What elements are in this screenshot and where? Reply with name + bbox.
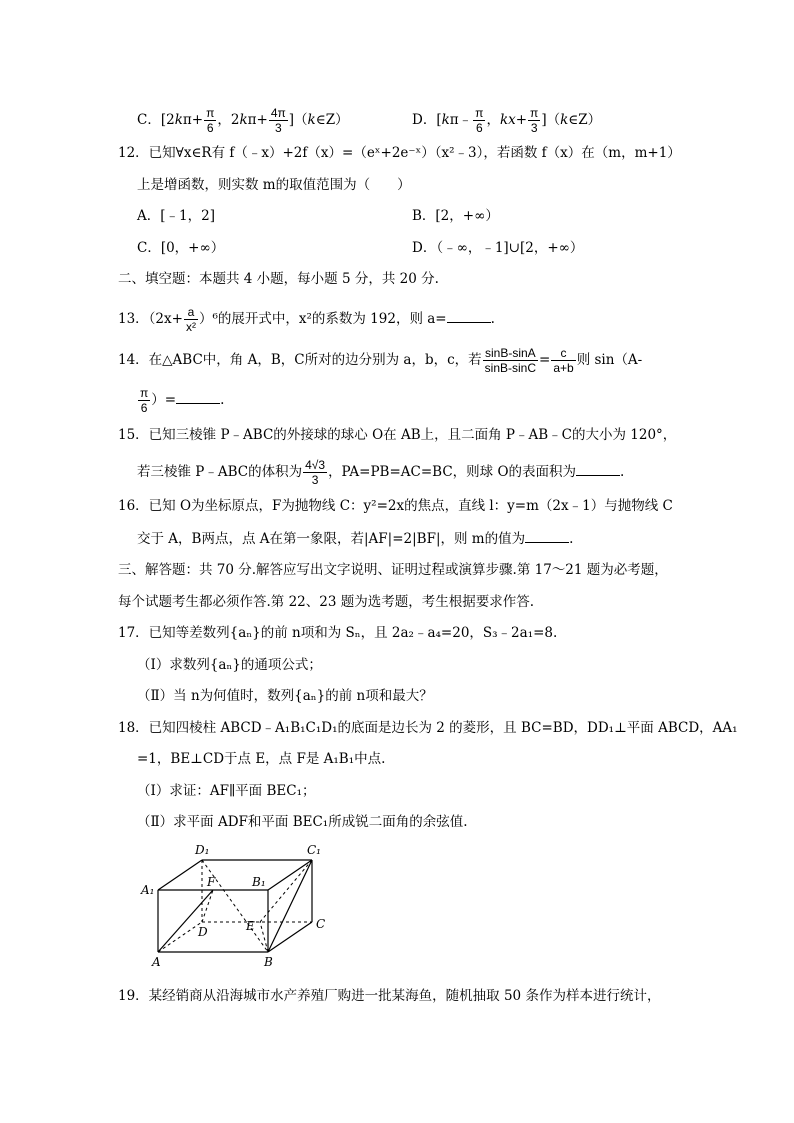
q12-option-c: C．[0，+∞）	[137, 240, 225, 256]
q18-stem-line1: 18．已知四棱柱 ABCD﹣A₁B₁C₁D₁的底面是边长为 2 的菱形，且 BC=BD，DD₁⊥平面 ABCD，AA₁	[118, 720, 738, 736]
q11-option-c: C．[2kπ+ $\frac{\pi}{6}$ ，2kπ+ $\frac{4\pi}{3}$ ]（k∈Z）	[137, 106, 349, 135]
label-E: E	[246, 919, 255, 933]
edge-A1-D1	[158, 860, 202, 890]
label-D: D	[198, 925, 208, 939]
answer-blank[interactable]	[447, 308, 491, 323]
fraction: $\frac{4\pi}{3}$	[270, 106, 286, 135]
label-B: B	[264, 955, 273, 969]
fraction: $\frac{\pi}{6}$	[140, 386, 149, 415]
q14-stem-line1: 14．在△ABC中，角 A，B，C所对的边分别为 a，b，c，若 $\frac{\sin B-\sin A}{\sin B-\sin C}$ = $\frac{c}{a+b}$ 则 sin（A-	[118, 346, 643, 375]
q19-stem: 19．某经销商从沿海城市水产养殖厂购进一批某海鱼，随机抽取 50 条作为样本进行统计，	[118, 988, 661, 1004]
fraction: $\frac{\pi}{3}$	[530, 106, 539, 135]
segment-B-C1	[268, 860, 312, 952]
q12-option-d: D．（﹣∞，﹣1]∪[2，+∞）	[412, 240, 584, 256]
segment-A-F	[158, 890, 213, 952]
section-solve-heading-line2: 每个试题考生都必须作答.第 22、23 题为选考题，考生根据要求作答.	[118, 594, 535, 610]
q16-stem-line2: 交于 A，B两点，点 A在第一象限，若|AF|=2|BF|，则 m的值为 .	[137, 528, 573, 549]
q12-stem-line2: 上是增函数，则实数 m的取值范围为（ ）	[137, 177, 411, 193]
answer-blank[interactable]	[525, 528, 569, 543]
q17-part2: （Ⅱ）当 n为何值时，数列{aₙ}的前 n项和最大？	[137, 688, 433, 704]
q11-option-d: D．[kπ﹣ $\frac{\pi}{6}$ ，kx+ $\frac{\pi}{3}$ ]（k∈Z）	[412, 106, 602, 135]
prism-figure	[140, 840, 340, 975]
label-A: A	[152, 955, 161, 969]
q12-stem-line1: 12．已知∀x∈R有 f（﹣x）+2f（x）=（eˣ+2e⁻ˣ）（x²﹣3），若函数 f（x）在（m，m+1）	[118, 145, 681, 161]
q13-stem: 13．（2x+ $\frac{a}{\text{x²}}$ ）⁶的展开式中，x²的系数为 192，则 a= .	[118, 305, 495, 334]
label-C1: C₁	[307, 843, 321, 857]
fraction: $\frac{\sin B-\sin A}{\sin B-\sin C}$	[484, 346, 537, 375]
fraction: $\frac{\pi}{6}$	[206, 106, 215, 135]
section-solve-heading-line1: 三、解答题：共 70 分.解答应写出文字说明、证明过程或演算步骤.第 17～21 题为必考题，	[118, 562, 668, 578]
label-B1: B₁	[252, 875, 266, 889]
answer-blank[interactable]	[576, 461, 620, 476]
q15-stem-line1: 15．已知三棱锥 P﹣ABC的外接球的球心 O在 AB上，且二面角 P﹣AB﹣C的大小为 120°，	[118, 427, 677, 443]
fraction: $\frac{c}{a+b}$	[553, 346, 574, 375]
fraction: $\frac{\pi}{6}$	[475, 106, 484, 135]
q15-stem-line2: 若三棱锥 P﹣ABC的体积为 $\frac{4√3}{3}$ ，PA=PB=AC=BC，则球 O的表面积为 .	[137, 458, 625, 487]
q18-stem-line2: =1，BE⊥CD于点 E，点 F是 A₁B₁中点.	[137, 751, 386, 767]
label-A1: A₁	[141, 883, 155, 897]
fraction: $\frac{4√3}{3}$	[305, 458, 326, 487]
segment-D1-B	[202, 860, 268, 952]
label-D1: D₁	[195, 843, 210, 857]
q17-part1: （Ⅰ）求数列{aₙ}的通项公式；	[137, 657, 322, 673]
label-C: C	[316, 917, 326, 931]
segment-B-E	[260, 922, 268, 952]
q17-stem: 17．已知等差数列{aₙ}的前 n项和为 Sₙ，且 2a₂﹣a₄=20，S₃﹣2a₁=8.	[118, 625, 558, 641]
q14-stem-line2: $\frac{\pi}{6}$ ）= .	[140, 386, 225, 415]
label-F: F	[207, 875, 216, 889]
q16-stem-line1: 16．已知 O为坐标原点，F为抛物线 C：y²=2x的焦点，直线 l：y=m（2x﹣1）与抛物线 C	[118, 498, 673, 514]
answer-blank[interactable]	[176, 389, 220, 404]
section-fill-in-heading: 二、填空题：本题共 4 小题，每小题 5 分，共 20 分.	[118, 271, 439, 287]
segment-D-F	[202, 890, 213, 922]
q12-option-b: B．[2，+∞）	[412, 208, 499, 224]
q18-part1: （Ⅰ）求证：AF∥平面 BEC₁；	[137, 783, 316, 799]
q12-option-a: A．[﹣1，2]	[137, 208, 215, 224]
fraction: $\frac{a}{\text{x²}}$	[185, 305, 196, 334]
q18-part2: （Ⅱ）求平面 ADF和平面 BEC₁所成锐二面角的余弦值.	[137, 814, 468, 830]
